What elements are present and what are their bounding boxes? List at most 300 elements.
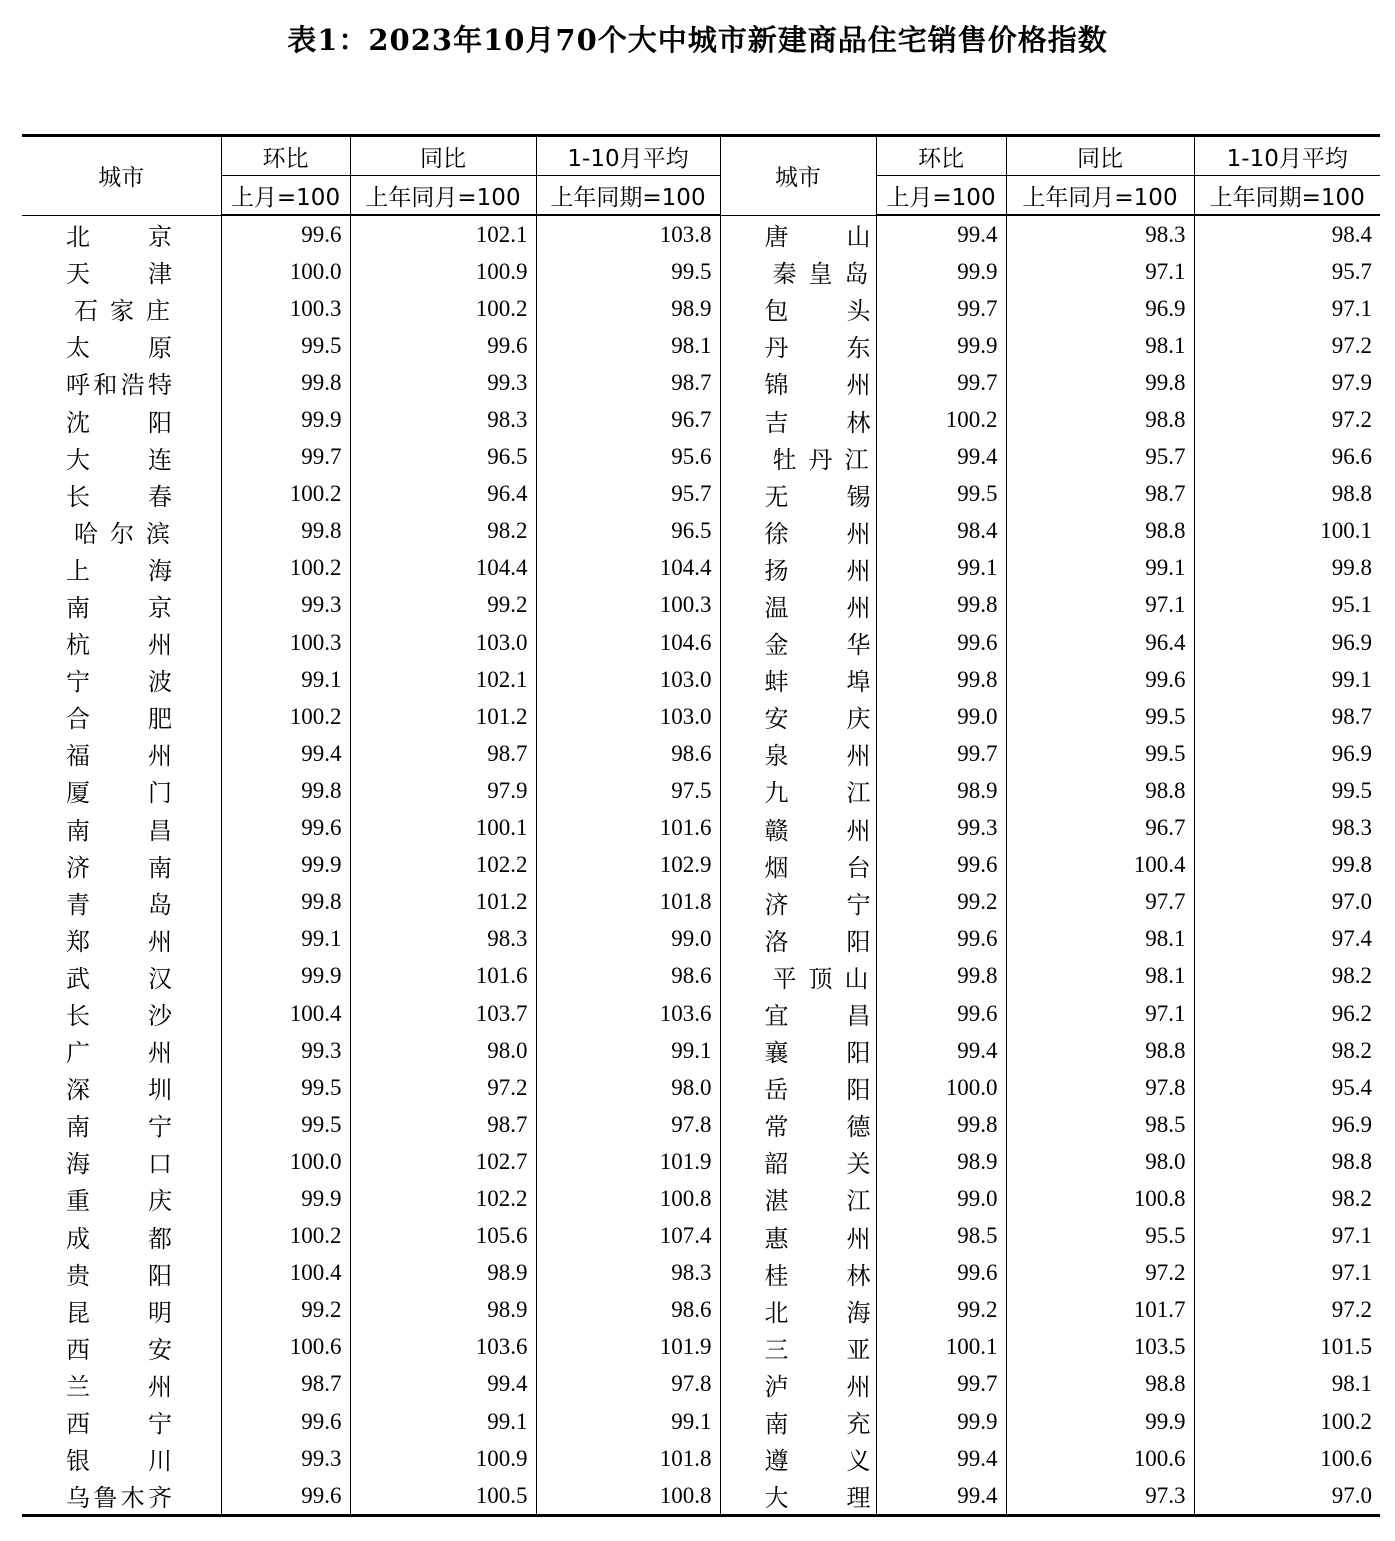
yoy-value: 104.4 [350,550,536,587]
yoy-value: 100.9 [350,1440,536,1477]
city-name-chars [765,1070,871,1105]
city-name-chars [765,551,871,586]
city-name-char: 口 [148,1150,172,1179]
avg-value: 98.1 [536,327,720,364]
city-name-char: 川 [148,1447,172,1476]
city-name-char: 江 [846,1187,871,1216]
avg-value: 98.7 [536,364,720,401]
avg-value: 98.6 [536,958,720,995]
city-name-chars [765,1256,871,1291]
city-name-chars [66,1256,172,1291]
yoy-value: 103.5 [1006,1329,1194,1366]
city-name-chars [765,1219,871,1254]
city-name [720,1180,876,1217]
city-name [22,215,221,253]
avg-value: 96.9 [1194,1106,1380,1143]
header-row [22,136,1380,176]
table-row [22,1032,1380,1069]
city-name-char: 州 [846,593,871,622]
yoy-value: 95.7 [1006,439,1194,476]
city-name-char: 特 [147,371,172,400]
city-name-char: 海 [148,556,172,585]
city-name-chars [765,365,871,400]
city-name-char: 西 [66,1335,90,1364]
city-name-char: 重 [66,1187,90,1216]
mom-value: 99.7 [876,364,1006,401]
mom-value: 99.9 [876,327,1006,364]
city-name-chars [66,885,172,920]
city-name [720,884,876,921]
city-name-char: 深 [66,1076,90,1105]
avg-value: 100.1 [1194,513,1380,550]
avg-base-left: 上年同期=100 [536,176,720,216]
mom-value: 99.8 [221,772,350,809]
yoy-value: 105.6 [350,1218,536,1255]
mom-value: 99.2 [876,1292,1006,1329]
city-name-char: 大 [764,1484,789,1513]
yoy-value: 98.0 [350,1032,536,1069]
mom-value: 99.5 [221,327,350,364]
yoy-value: 99.5 [1006,735,1194,772]
city-name [22,884,221,921]
city-name-chars [765,1181,871,1216]
avg-value: 97.2 [1194,327,1380,364]
yoy-value: 99.3 [350,364,536,401]
yoy-value: 101.6 [350,958,536,995]
mom-value: 99.3 [221,1032,350,1069]
mom-value: 99.6 [876,624,1006,661]
city-name-char: 州 [846,1224,871,1253]
city-name-char: 扬 [764,556,789,585]
city-name [22,587,221,624]
city-name-char: 阳 [148,408,172,437]
avg-value: 102.9 [536,847,720,884]
avg-value: 95.4 [1194,1069,1380,1106]
city-name-chars [765,514,871,549]
city-name-chars [66,1070,172,1105]
city-name [720,1143,876,1180]
city-name-char: 州 [846,742,871,771]
city-name [720,772,876,809]
city-name [22,995,221,1032]
city-name-char: 京 [148,593,172,622]
table-row [22,1329,1380,1366]
table-row [22,513,1380,550]
city-name [22,1106,221,1143]
city-name-char: 庆 [148,1187,172,1216]
city-name-char: 西 [66,1410,90,1439]
yoy-value: 98.1 [1006,921,1194,958]
city-name-char: 遵 [764,1447,789,1476]
yoy-value: 97.3 [1006,1477,1194,1516]
city-name-char: 泸 [764,1372,789,1401]
city-name [22,1329,221,1366]
city-name-char: 厦 [66,779,90,808]
yoy-header-left: 同比 [350,136,536,176]
table-row [22,884,1380,921]
city-name-char: 成 [66,1224,90,1253]
city-name-char: 烟 [764,853,789,882]
mom-value: 99.5 [221,1106,350,1143]
mom-value: 100.2 [221,550,350,587]
city-name-char: 庄 [146,297,170,326]
avg-value: 97.1 [1194,1255,1380,1292]
city-name-char: 吉 [764,408,789,437]
city-name-char: 阳 [846,1076,871,1105]
avg-value: 95.6 [536,439,720,476]
mom-value: 99.1 [876,550,1006,587]
city-name-char: 和 [93,371,118,400]
avg-value: 97.0 [1194,884,1380,921]
city-name-char: 原 [148,334,172,363]
city-name-char: 牡 [772,445,797,474]
avg-value: 103.6 [536,995,720,1032]
yoy-value: 102.2 [350,1180,536,1217]
city-name [720,401,876,438]
yoy-value: 98.7 [350,735,536,772]
mom-value: 99.9 [221,1180,350,1217]
table-row [22,1477,1380,1516]
avg-value: 96.9 [1194,624,1380,661]
city-name [720,439,876,476]
page-title: 表1：2023年10月70个大中城市新建商品住宅销售价格指数 [287,23,1108,57]
city-name-chars [66,848,172,883]
mom-value: 99.4 [876,1440,1006,1477]
city-name [720,1329,876,1366]
city-name-chars [765,1293,871,1328]
city-name [720,513,876,550]
city-name [720,476,876,513]
city-name-char: 尔 [110,519,134,548]
avg-base-right: 上年同期=100 [1194,176,1380,216]
mom-value: 99.9 [876,253,1006,290]
city-name-char: 昌 [846,1002,871,1031]
yoy-value: 98.8 [1006,1366,1194,1403]
city-name-chars [66,625,172,660]
city-name [720,921,876,958]
mom-value: 98.9 [876,772,1006,809]
city-name-chars [66,1144,172,1179]
city-name [720,327,876,364]
city-name-chars [66,662,172,697]
city-name-char: 长 [66,482,90,511]
city-name-chars [765,477,871,512]
yoy-value: 99.9 [1006,1403,1194,1440]
city-name-char: 德 [846,1113,871,1142]
city-name [720,1366,876,1403]
city-name-char: 昆 [66,1298,90,1327]
city-name-chars [66,403,172,438]
mom-value: 100.4 [221,995,350,1032]
city-name-chars [765,1107,871,1142]
city-name [22,624,221,661]
table-row [22,1143,1380,1180]
avg-header-left: 1-10月平均 [536,136,720,176]
city-name-char: 北 [764,1298,789,1327]
city-name-char: 肥 [148,705,172,734]
table-row [22,1403,1380,1440]
table-row [22,327,1380,364]
mom-value: 99.8 [876,587,1006,624]
avg-value: 97.8 [536,1106,720,1143]
city-name-char: 州 [148,1039,172,1068]
yoy-value: 99.1 [350,1403,536,1440]
city-name-chars [66,736,172,771]
mom-value: 99.5 [876,476,1006,513]
avg-value: 100.8 [536,1477,720,1516]
mom-value: 99.0 [876,698,1006,735]
table-row [22,958,1380,995]
avg-value: 97.2 [1194,401,1380,438]
table-row [22,550,1380,587]
city-name [720,290,876,327]
city-name-char: 华 [846,631,871,660]
table-row [22,847,1380,884]
city-name-char: 家 [110,297,134,326]
avg-value: 99.5 [1194,772,1380,809]
table-row [22,290,1380,327]
city-name-char: 太 [66,334,90,363]
mom-value: 99.7 [876,1366,1006,1403]
city-name [22,1403,221,1440]
mom-value: 98.4 [876,513,1006,550]
yoy-value: 97.8 [1006,1069,1194,1106]
city-name-chars [765,996,871,1031]
city-name-char: 宜 [764,1002,789,1031]
table-row [22,810,1380,847]
mom-value: 100.3 [221,624,350,661]
city-name-char: 海 [846,1298,871,1327]
city-name-char: 锡 [846,482,871,511]
city-name [22,1143,221,1180]
yoy-value: 101.7 [1006,1292,1194,1329]
avg-value: 99.1 [536,1403,720,1440]
yoy-value: 100.9 [350,253,536,290]
avg-value: 97.9 [1194,364,1380,401]
avg-value: 101.6 [536,810,720,847]
mom-value: 98.7 [221,1366,350,1403]
city-name-char: 唐 [764,222,789,251]
mom-value: 99.5 [221,1069,350,1106]
avg-value: 95.7 [1194,253,1380,290]
mom-value: 99.8 [876,1106,1006,1143]
city-name-chars [765,217,871,252]
city-name-char: 桂 [764,1261,789,1290]
city-name-char: 蚌 [764,668,789,697]
avg-value: 98.3 [536,1255,720,1292]
city-name [22,661,221,698]
table-row [22,661,1380,698]
mom-value: 100.1 [876,1329,1006,1366]
mom-value: 99.0 [876,1180,1006,1217]
yoy-value: 99.8 [1006,364,1194,401]
table-row [22,1366,1380,1403]
city-name-chars [765,1404,871,1439]
city-name [720,995,876,1032]
city-name-chars [765,588,871,623]
city-name-chars [66,811,172,846]
city-name-char: 木 [120,1484,145,1513]
mom-value: 99.3 [221,587,350,624]
yoy-value: 98.3 [350,921,536,958]
mom-value: 99.6 [221,1403,350,1440]
avg-value: 97.8 [536,1366,720,1403]
avg-value: 96.6 [1194,439,1380,476]
city-name-char: 惠 [764,1224,789,1253]
yoy-value: 98.1 [1006,327,1194,364]
yoy-value: 98.8 [1006,772,1194,809]
city-name-chars [66,1330,172,1365]
city-name-chars [765,403,871,438]
city-name [22,958,221,995]
city-name-char: 沈 [66,408,90,437]
city-name-chars [765,848,871,883]
mom-value: 99.9 [221,847,350,884]
mom-value: 99.9 [221,401,350,438]
yoy-value: 97.2 [350,1069,536,1106]
city-name-char: 汉 [148,964,172,993]
city-name-chars [66,1219,172,1254]
mom-value: 99.6 [876,847,1006,884]
city-name-chars [66,996,172,1031]
city-name [22,1477,221,1516]
avg-value: 97.2 [1194,1292,1380,1329]
city-name-char: 皇 [808,260,833,289]
table-row [22,735,1380,772]
table-row [22,772,1380,809]
city-name-char: 襄 [764,1039,789,1068]
mom-value: 100.2 [876,401,1006,438]
city-name-char: 岳 [764,1076,789,1105]
city-name-chars [66,1367,172,1402]
avg-value: 99.5 [536,253,720,290]
city-name-chars [66,514,170,549]
city-name-char: 滨 [146,519,170,548]
mom-value: 99.4 [876,1032,1006,1069]
table-row [22,698,1380,735]
mom-value: 99.8 [221,884,350,921]
city-name-char: 安 [764,705,789,734]
avg-value: 98.8 [1194,476,1380,513]
city-name-char: 京 [148,222,172,251]
avg-value: 103.0 [536,661,720,698]
mom-value: 99.8 [876,661,1006,698]
city-name-char: 长 [66,1002,90,1031]
city-name [22,327,221,364]
mom-value: 99.6 [876,921,1006,958]
avg-value: 103.0 [536,698,720,735]
yoy-value: 98.8 [1006,513,1194,550]
city-name-chars [765,291,871,326]
avg-value: 100.8 [536,1180,720,1217]
avg-value: 97.5 [536,772,720,809]
avg-value: 98.8 [1194,1143,1380,1180]
table-row [22,401,1380,438]
avg-value: 98.3 [1194,810,1380,847]
yoy-value: 102.1 [350,215,536,253]
yoy-value: 102.7 [350,1143,536,1180]
city-name-chars [66,1404,172,1439]
city-name [720,215,876,253]
city-name [22,290,221,327]
city-name-chars [66,440,172,475]
city-name-chars [66,365,172,400]
yoy-value: 97.9 [350,772,536,809]
city-name-chars [66,922,172,957]
avg-value: 104.6 [536,624,720,661]
yoy-value: 97.2 [1006,1255,1194,1292]
city-name-char: 宁 [66,668,90,697]
mom-value: 99.4 [876,439,1006,476]
city-name-char: 宁 [846,890,871,919]
city-name-char: 门 [148,779,172,808]
city-name [720,1032,876,1069]
price-index-table [22,134,1380,1517]
yoy-value: 99.2 [350,587,536,624]
yoy-header-right: 同比 [1006,136,1194,176]
city-name [22,439,221,476]
yoy-value: 98.7 [350,1106,536,1143]
avg-value: 101.8 [536,1440,720,1477]
city-name-char: 昌 [148,816,172,845]
city-name-char: 合 [66,705,90,734]
city-name-chars [66,699,172,734]
city-name-chars [765,1367,871,1402]
table-row [22,1440,1380,1477]
city-name-char: 山 [844,964,869,993]
table-row [22,1255,1380,1292]
mom-value: 100.2 [221,698,350,735]
yoy-value: 102.1 [350,661,536,698]
mom-value: 99.9 [876,1403,1006,1440]
city-name-char: 锦 [764,371,789,400]
avg-value: 98.2 [1194,958,1380,995]
city-name-char: 丹 [764,334,789,363]
yoy-value: 99.5 [1006,698,1194,735]
city-name [22,735,221,772]
city-name-chars [765,1478,871,1513]
city-name [22,1069,221,1106]
city-name-chars [765,736,871,771]
city-name-char: 泉 [764,742,789,771]
city-name-char: 南 [148,853,172,882]
header-base-row [22,176,1380,216]
yoy-value: 103.7 [350,995,536,1032]
city-name-char: 波 [148,668,172,697]
avg-value: 98.9 [536,290,720,327]
city-name-chars [66,588,172,623]
city-name-char: 阳 [846,927,871,956]
city-name-char: 安 [148,1335,172,1364]
city-name-chars [765,1441,871,1476]
city-name-char: 青 [66,890,90,919]
city-name-char: 东 [846,334,871,363]
city-name [720,550,876,587]
city-name [22,698,221,735]
yoy-value: 98.3 [1006,215,1194,253]
city-name-char: 郑 [66,927,90,956]
city-name-char: 银 [66,1447,90,1476]
city-name-char: 义 [846,1447,871,1476]
table-row [22,995,1380,1032]
yoy-value: 98.3 [350,401,536,438]
city-name [22,1366,221,1403]
city-header-right: 城市 [720,136,876,216]
city-header-left: 城市 [22,136,221,216]
city-name-char: 九 [764,779,789,808]
avg-value: 98.1 [1194,1366,1380,1403]
city-name-char: 头 [846,297,871,326]
